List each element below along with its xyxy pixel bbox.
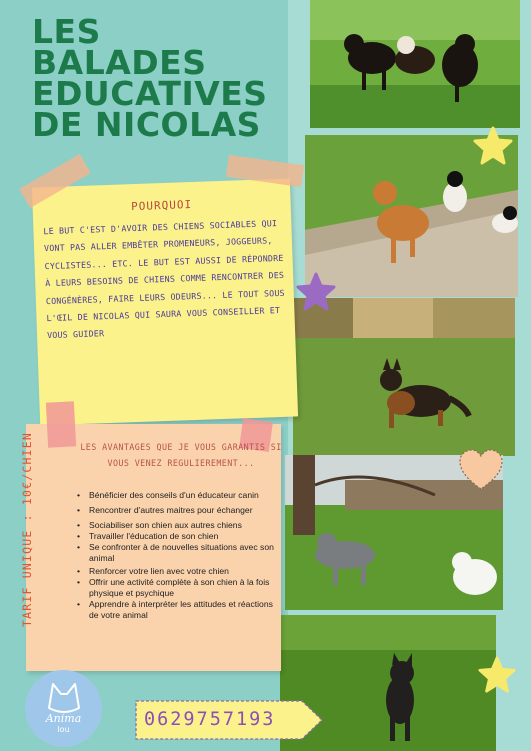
list-item: • Sociabiliser son chien aux autres chiens	[76, 520, 276, 531]
star-icon	[478, 656, 516, 694]
phone-banner	[134, 699, 324, 741]
pourquoi-text: LE BUT C'EST D'AVOIR DES CHIENS SOCIABLES QUI VONT PAS ALLER EMBÊTER PROMENEURS, JOGGEURS, CYCLISTES... ETC. LE BUT EST AUSSI DE RÉPONDRE À LEURS BESOINS DE CHIENS COMME RENCONTRER DES CONGÉNÈRES, FAIRE LEURS ODEURS... LE TOUT SOUS L'ŒIL DE NICOLAS QUI SAURA VOUS CONSEILLER ET VOUS GUIDER	[43, 218, 285, 341]
title-line: EDUCATIVES	[32, 74, 268, 113]
title-line: DE NICOLAS	[32, 105, 261, 144]
list-item: • Rencontrer d'autres maitres pour échanger	[76, 505, 276, 516]
phone-number: 0629757193	[144, 709, 276, 730]
list-item: • Renforcer votre lien avec votre chien	[76, 566, 276, 577]
title-line: LES	[32, 12, 101, 51]
pourquoi-heading: POURQUOI	[130, 197, 193, 214]
logo-text: Anima	[45, 712, 82, 725]
star-icon	[296, 272, 336, 312]
tarif-label: TARIF UNIQUE : 10€/CHIEN	[20, 432, 34, 627]
list-item: • Apprendre à interpréter les attitudes et réactions de votre animal	[76, 599, 276, 621]
heart-icon	[457, 447, 505, 493]
avantages-heading: LES AVANTAGES QUE JE VOUS GARANTIS SI VOUS VENEZ REGULIEREMENT...	[80, 442, 282, 468]
list-item: • Bénéficier des conseils d'un éducateur canin	[76, 490, 276, 501]
photo-german-shepherd	[293, 298, 515, 456]
list-item: • Travailler l'éducation de son chien	[76, 531, 276, 542]
tape-decoration	[46, 401, 76, 447]
logo-text: lou	[57, 725, 70, 734]
avantages-list	[76, 490, 276, 621]
title-line: BALADES	[32, 43, 207, 82]
fox-logo-icon	[43, 678, 85, 716]
page-title	[32, 12, 268, 144]
animalou-logo	[25, 670, 102, 747]
pourquoi-note	[32, 179, 298, 426]
photo-three-dogs	[310, 0, 520, 128]
list-item: • Se confronter à de nouvelles situations avec son animal	[76, 542, 276, 564]
star-icon	[473, 126, 513, 166]
list-item: • Offrir une activité complète à son chien à la fois physique et psychique	[76, 577, 276, 599]
